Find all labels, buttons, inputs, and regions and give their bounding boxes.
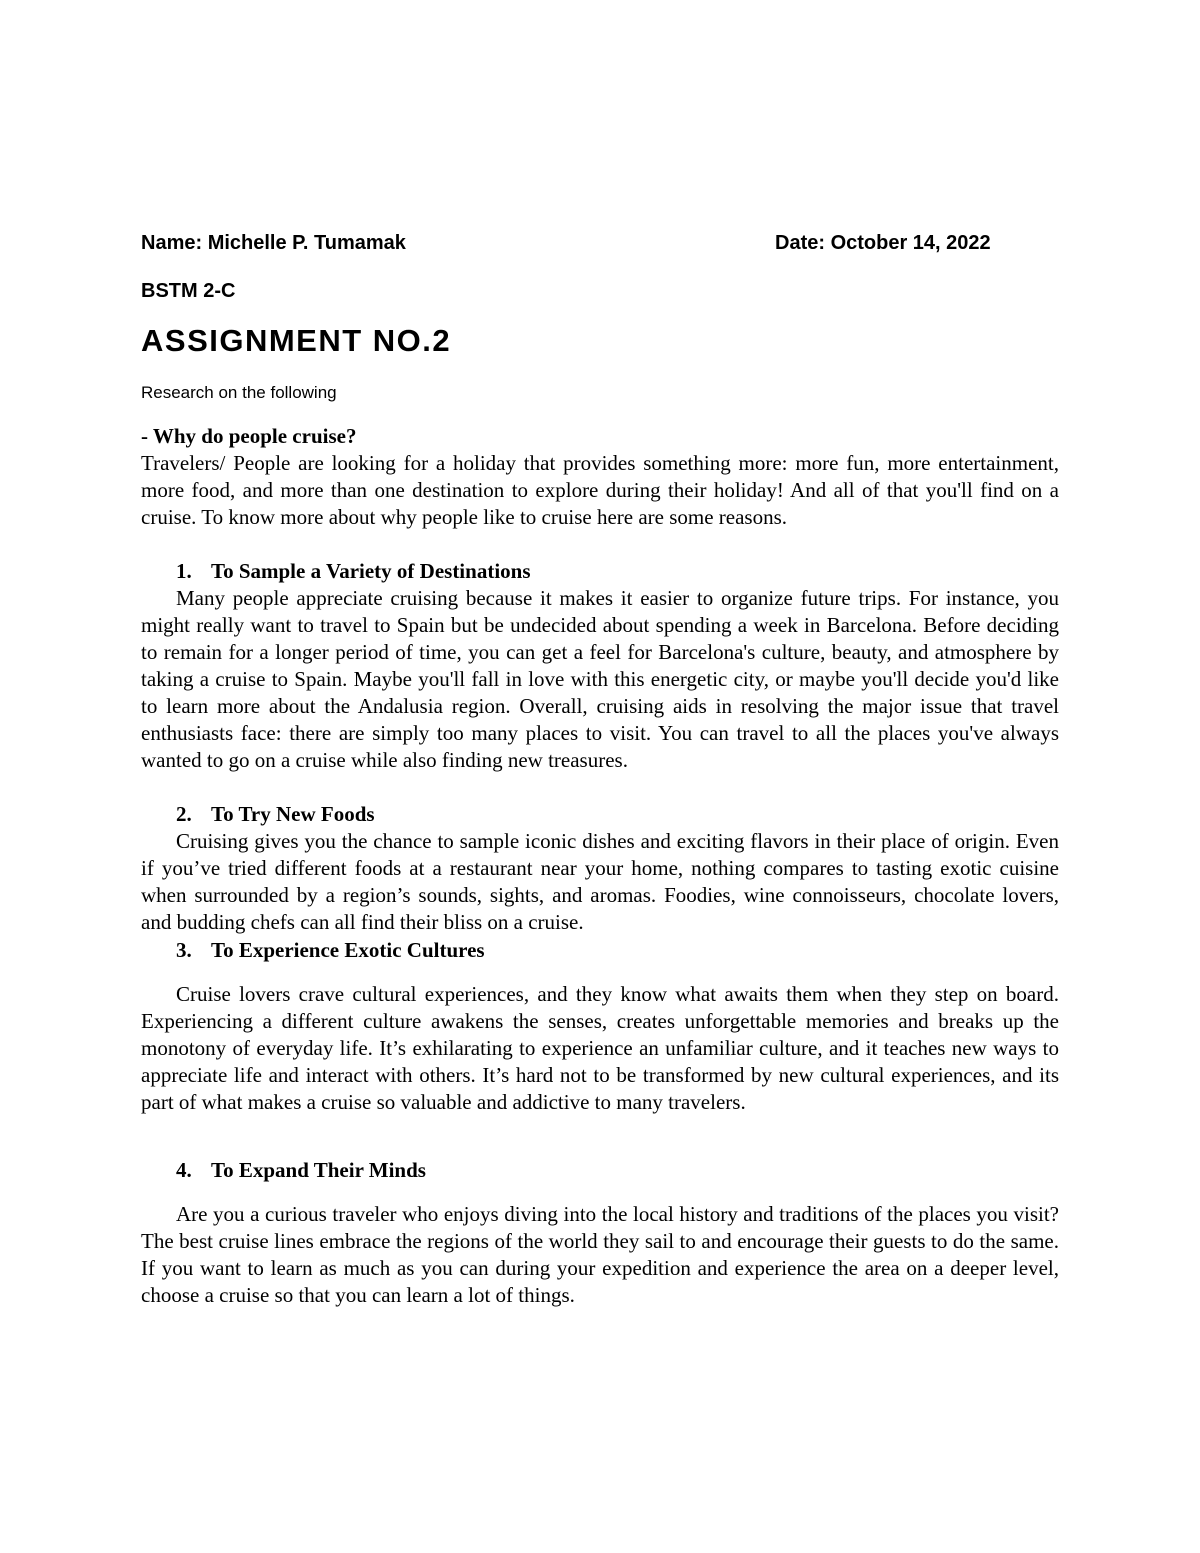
item-heading-3 (176, 937, 485, 964)
item-title: To Experience Exotic Cultures (211, 938, 485, 962)
item-paragraph-2: Cruising gives you the chance to sample iconic dishes and exciting flavors in their place of origin. Even if you’ve tried different foods at a restaurant near your home, nothing compares to tasting exotic cuisine when surrounded by a region’s sounds, sights, and aromas. Foodies, wine connoisseurs, chocolate lovers, and budding chefs can all find their bliss on a cruise. (141, 829, 1059, 934)
question-heading: - Why do people cruise? (141, 424, 357, 448)
item-title: To Expand Their Minds (211, 1158, 426, 1182)
item-paragraph-3: Cruise lovers crave cultural experiences, and they know what awaits them when they step on board. Experiencing a different culture awakens the senses, creates unforgettable memories and breaks up the monotony of everyday life. It’s exhilarating to experience an unfamiliar culture, and it teaches new ways to appreciate life and interact with others. It’s hard not to be transformed by new cultural experiences, and its part of what makes a cruise so valuable and addictive to many travelers. (141, 982, 1059, 1114)
item-heading-2 (176, 801, 375, 828)
course-section: BSTM 2-C (141, 280, 236, 302)
intro-section (141, 423, 1059, 531)
subtitle: Research on the following (141, 383, 337, 402)
document-page (141, 0, 1059, 1553)
item-title: To Try New Foods (211, 802, 375, 826)
item-title: To Sample a Variety of Destinations (211, 559, 531, 583)
item-number: 2. (176, 802, 192, 826)
item-heading-4 (176, 1157, 426, 1184)
item-heading-1 (176, 558, 531, 585)
item-number: 3. (176, 938, 192, 962)
student-name: Name: Michelle P. Tumamak (141, 232, 406, 254)
item-paragraph-4: Are you a curious traveler who enjoys diving into the local history and traditions of the places you visit? The best cruise lines embrace the regions of the world they sail to and encourage their guests to do the same. If you want to learn as much as you can during your expedition and experience the area on a deeper level, choose a cruise so that you can learn a lot of things. (141, 1202, 1059, 1307)
submission-date: Date: October 14, 2022 (775, 232, 991, 254)
assignment-title: ASSIGNMENT NO.2 (141, 323, 452, 358)
item-paragraph-1: Many people appreciate cruising because it makes it easier to organize future trips. For instance, you might really want to travel to Spain but be undecided about spending a week in Barcelona. Before deciding to remain for a longer period of time, you can get a feel for Barcelona's culture, beauty, and atmosphere by taking a cruise to Spain. Maybe you'll fall in love with this energetic city, or maybe you'll decide you'd like to learn more about the Andalusia region. Overall, cruising aids in resolving the major issue that travel enthusiasts face: there are simply too many places to visit. You can travel to all the places you've always wanted to go on a cruise while also finding new treasures. (141, 586, 1059, 772)
item-number: 1. (176, 559, 192, 583)
item-number: 4. (176, 1158, 192, 1182)
intro-paragraph: Travelers/ People are looking for a holiday that provides something more: more fun, more entertainment, more food, and more than one destination to explore during their holiday! And all of that you'll find on a cruise. To know more about why people like to cruise here are some reasons. (141, 451, 1059, 529)
